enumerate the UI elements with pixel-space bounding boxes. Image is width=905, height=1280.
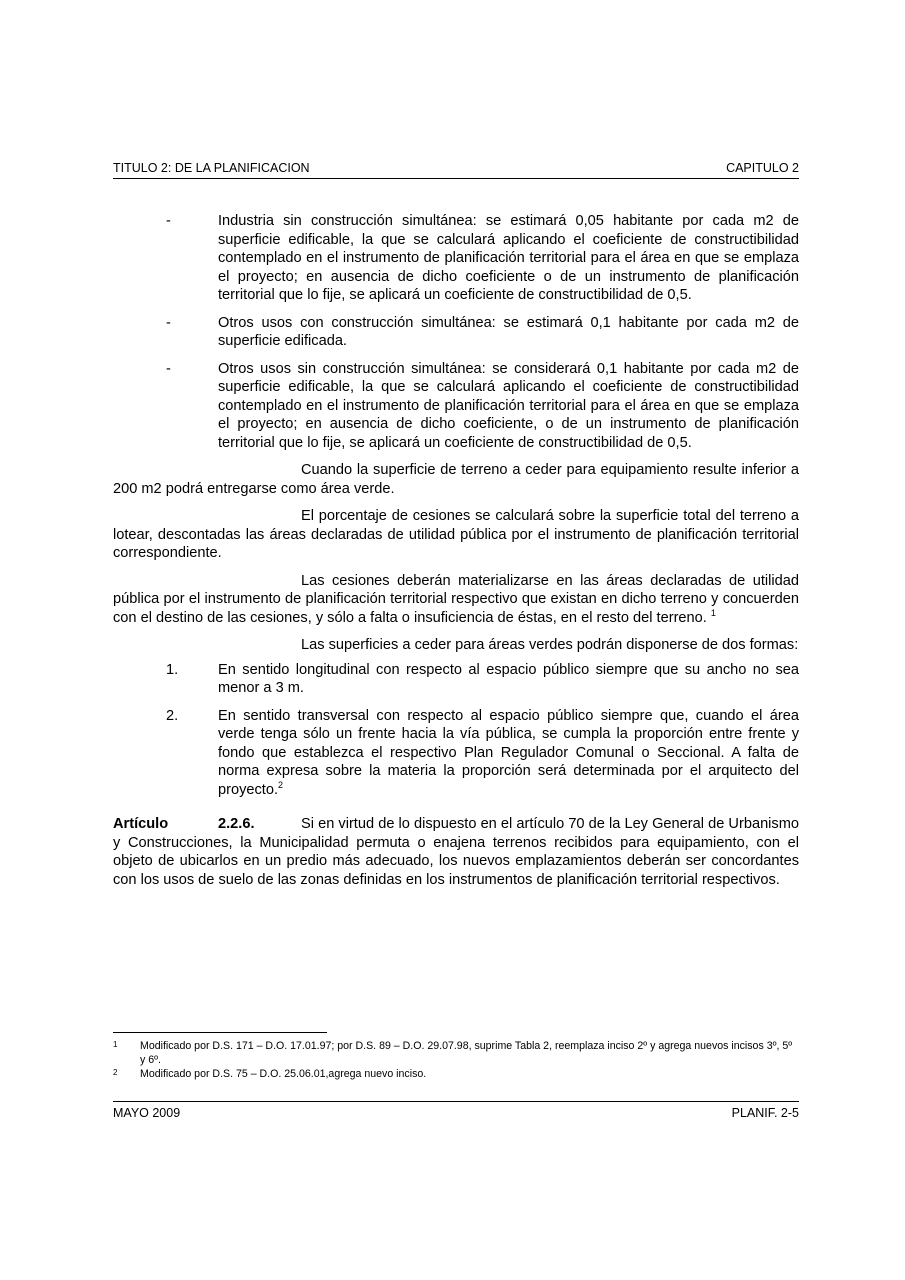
article-text: Si en virtud de lo dispuesto en el artículo 70 de la Ley General de Urbanismo y Construcciones, la Municipalidad permuta o enajena terrenos recibidos para equipamiento, con el objeto de ubicarlos en un predio más adecuado, los nuevos emplazamientos deberán ser concordantes con los usos de suelo de las zonas definidas en los instrumentos de planificación territorial respectivos. xyxy=(113,816,799,888)
paragraph: El porcentaje de cesiones se calculará sobre la superficie total del terreno a lotear, descontadas las áreas declaradas de utilidad pública por el instrumento de planificación territorial correspondiente. xyxy=(113,508,799,561)
footnote-reference: 1 xyxy=(710,607,716,618)
article-number: 2.2.6. xyxy=(218,816,255,832)
article-label: Artículo xyxy=(113,816,169,832)
page-header xyxy=(113,160,799,179)
footnote-divider xyxy=(113,1032,327,1033)
list-marker: - xyxy=(166,213,171,229)
list-item-text: Otros usos sin construcción simultánea: se considerará 0,1 habitante por cada m2 de superficie edificable, la que se calculará aplicando el coeficiente de constructibilidad contemplado en el instrumento de planificación territorial para el área en que se emplaza el proyecto; en ausencia de dicho coeficiente, o de un instrumento de planificación territorial que lo fije, se aplicará un coeficiente de constructibilidad de 0,5. xyxy=(218,360,799,451)
footnotes xyxy=(113,1040,799,1083)
list-item-text: En sentido transversal con respecto al espacio público siempre que, cuando el área verde tenga sólo un frente hacia la vía pública, se cumpla la proporción entre frente y fondo que establezca el respectivo Plan Regulador Comunal o Seccional. A falta de norma expresa sobre la materia la proporción será determinada por el arquitecto del proyecto. xyxy=(218,707,799,798)
footnote-text: Modificado por D.S. 75 – D.O. 25.06.01,agrega nuevo inciso. xyxy=(140,1068,427,1080)
footnote-marker: 2 xyxy=(113,1068,118,1077)
dash-list-item xyxy=(113,212,799,305)
footnote-text: Modificado por D.S. 171 – D.O. 17.01.97; por D.S. 89 – D.O. 29.07.98, suprime Tabla 2, reemplaza inciso 2º y agrega nuevos incisos 3º, 5º y 6º. xyxy=(140,1040,793,1066)
list-item-text-wrap xyxy=(218,707,799,800)
paragraph-text: Las cesiones deberán materializarse en las áreas declaradas de utilidad pública por el instrumento de planificación territorial respectivo que existan en dicho terreno y concuerden con el destino de las cesiones, y sólo a falta o insuficiencia de éstas, en el resto del terreno. xyxy=(113,572,799,626)
list-item-text: Industria sin construcción simultánea: se estimará 0,05 habitante por cada m2 de superficie edificable, la que se calculará aplicando el coeficiente de constructibilidad contemplado en el instrumento de planificación territorial para el área en que se emplaza el proyecto; en ausencia de dicho coeficiente o de un instrumento de planificación territorial que lo fije, se aplicará un coeficiente de constructibilidad de 0,5. xyxy=(218,213,799,303)
footer-page-number: PLANIF. 2-5 xyxy=(731,1106,799,1120)
page-content xyxy=(113,212,799,889)
numbered-list-item xyxy=(113,707,799,800)
numbered-list-item xyxy=(113,661,799,698)
footnote-marker: 1 xyxy=(113,1040,118,1049)
header-title: TITULO 2: DE LA PLANIFICACION xyxy=(113,161,310,175)
paragraph: Las superficies a ceder para áreas verdes podrán disponerse de dos formas: xyxy=(301,637,799,653)
footer-date: MAYO 2009 xyxy=(113,1106,181,1120)
footnote xyxy=(113,1040,799,1067)
article-2-2-6 xyxy=(113,815,799,889)
dash-list-item xyxy=(113,314,799,351)
dash-list-item xyxy=(113,360,799,453)
header-chapter: CAPITULO 2 xyxy=(726,161,799,175)
paragraph: Cuando la superficie de terreno a ceder para equipamiento resulte inferior a 200 m2 podrá entregarse como área verde. xyxy=(113,462,799,497)
list-marker: - xyxy=(166,360,171,377)
page-footer xyxy=(113,1101,799,1121)
footnote-reference: 2 xyxy=(278,779,284,790)
footnote xyxy=(113,1068,799,1082)
list-item-text: En sentido longitudinal con respecto al espacio público siempre que su ancho no sea menor a 3 m. xyxy=(218,661,799,696)
paragraph xyxy=(113,572,799,628)
document-page xyxy=(113,0,799,1280)
list-marker: 2. xyxy=(166,707,179,724)
list-item-text: Otros usos con construcción simultánea: se estimará 0,1 habitante por cada m2 de superficie edificada. xyxy=(218,314,799,349)
list-marker: - xyxy=(166,314,171,331)
list-marker: 1. xyxy=(166,661,179,678)
